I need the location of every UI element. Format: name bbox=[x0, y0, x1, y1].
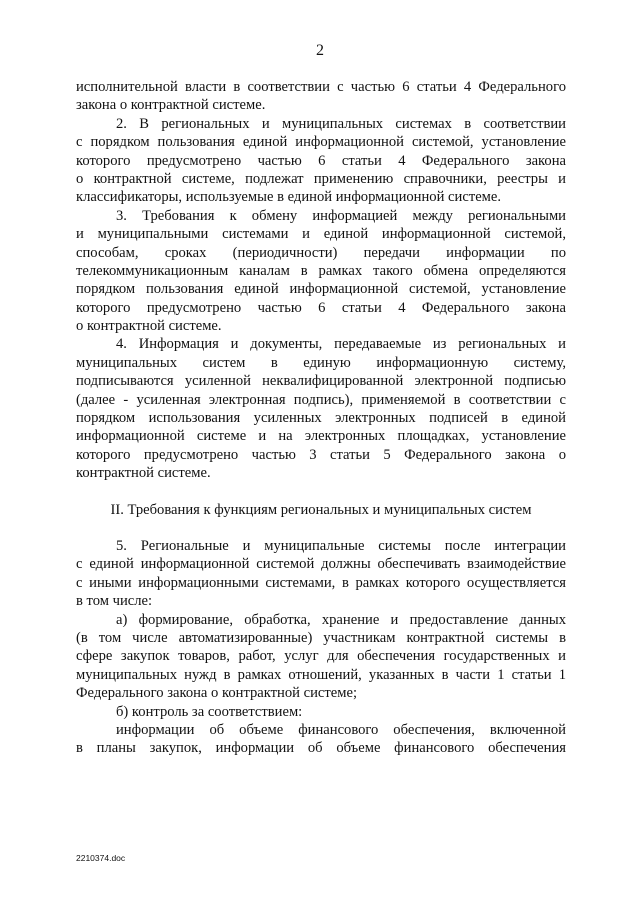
text-line: информации об объеме финансового обеспечения, включенной bbox=[116, 721, 566, 738]
text-line: с порядком пользования единой информационной системой, установление bbox=[76, 134, 566, 151]
text-line: 5. Региональные и муниципальные системы после интеграции bbox=[116, 537, 566, 554]
text-line: в планы закупок, информации об объеме финансового обеспечения bbox=[76, 740, 566, 757]
text-line: Федерального закона о контрактной системе; bbox=[76, 685, 358, 702]
text-line: с иными информационными системами, в рамках которого осуществляется bbox=[76, 574, 566, 591]
text-line: телекоммуникационным каналам в рамках такого обмена определяются bbox=[76, 262, 566, 279]
text-line: которого предусмотрено частью 6 статьи 4 Федерального закона bbox=[76, 299, 566, 316]
text-line: исполнительной власти в соответствии с частью 6 статьи 4 Федерального bbox=[76, 79, 566, 95]
text-line: классификаторы, используемые в единой информационной системе. bbox=[76, 189, 502, 206]
text-line: с единой информационной системой должны обеспечивать взаимодействие bbox=[76, 556, 566, 573]
text-line: подписываются усиленной неквалифицированной электронной подписью bbox=[76, 373, 566, 390]
text-line: 3. Требования к обмену информацией между региональными bbox=[116, 207, 566, 224]
text-line: способам, сроках (периодичности) передачи информации по bbox=[76, 244, 566, 261]
document-body bbox=[76, 78, 566, 758]
text-line: которого предусмотрено частью 3 статьи 5 Федерального закона о bbox=[76, 446, 566, 463]
file-name-footer: 2210374.doc bbox=[76, 853, 126, 863]
text-line: контрактной системе. bbox=[76, 465, 211, 482]
text-line: в том числе: bbox=[76, 593, 153, 610]
text-line: о контрактной системе. bbox=[76, 318, 222, 335]
text-line: порядком использования усиленных электронных подписей в единой bbox=[76, 410, 566, 427]
text-line: а) формирование, обработка, хранение и предоставление данных bbox=[116, 611, 566, 628]
text-line: сфере закупок товаров, работ, услуг для обеспечения государственных и bbox=[76, 648, 566, 665]
text-line: б) контроль за соответствием: bbox=[116, 703, 303, 720]
text-line: о контрактной системе, подлежат применению справочники, реестры и bbox=[76, 170, 566, 187]
text-line: закона о контрактной системе. bbox=[76, 97, 266, 114]
text-line: 4. Информация и документы, передаваемые из региональных и bbox=[116, 336, 566, 353]
text-line: муниципальных нужд в рамках отношений, указанных в части 1 статьи 1 bbox=[76, 666, 566, 683]
page-number: 2 bbox=[316, 42, 324, 59]
text-line: которого предусмотрено частью 6 статьи 4 Федерального закона bbox=[76, 152, 566, 169]
text-line: 2. В региональных и муниципальных системах в соответствии bbox=[116, 115, 566, 132]
text-line: муниципальных систем в единую информационную систему, bbox=[76, 354, 566, 371]
text-line: (далее - усиленная электронная подпись), применяемой в соответствии с bbox=[76, 391, 566, 408]
text-line: порядком пользования единой информационной системой, установление bbox=[76, 281, 566, 298]
text-line: и муниципальными системами и единой информационной системой, bbox=[76, 226, 566, 243]
section-heading: II. Требования к функциям региональных и муниципальных систем bbox=[110, 501, 532, 518]
text-line: (в том числе автоматизированные) участникам контрактной системы в bbox=[76, 629, 566, 646]
text-line: информационной системе и на электронных площадках, установление bbox=[76, 428, 566, 445]
